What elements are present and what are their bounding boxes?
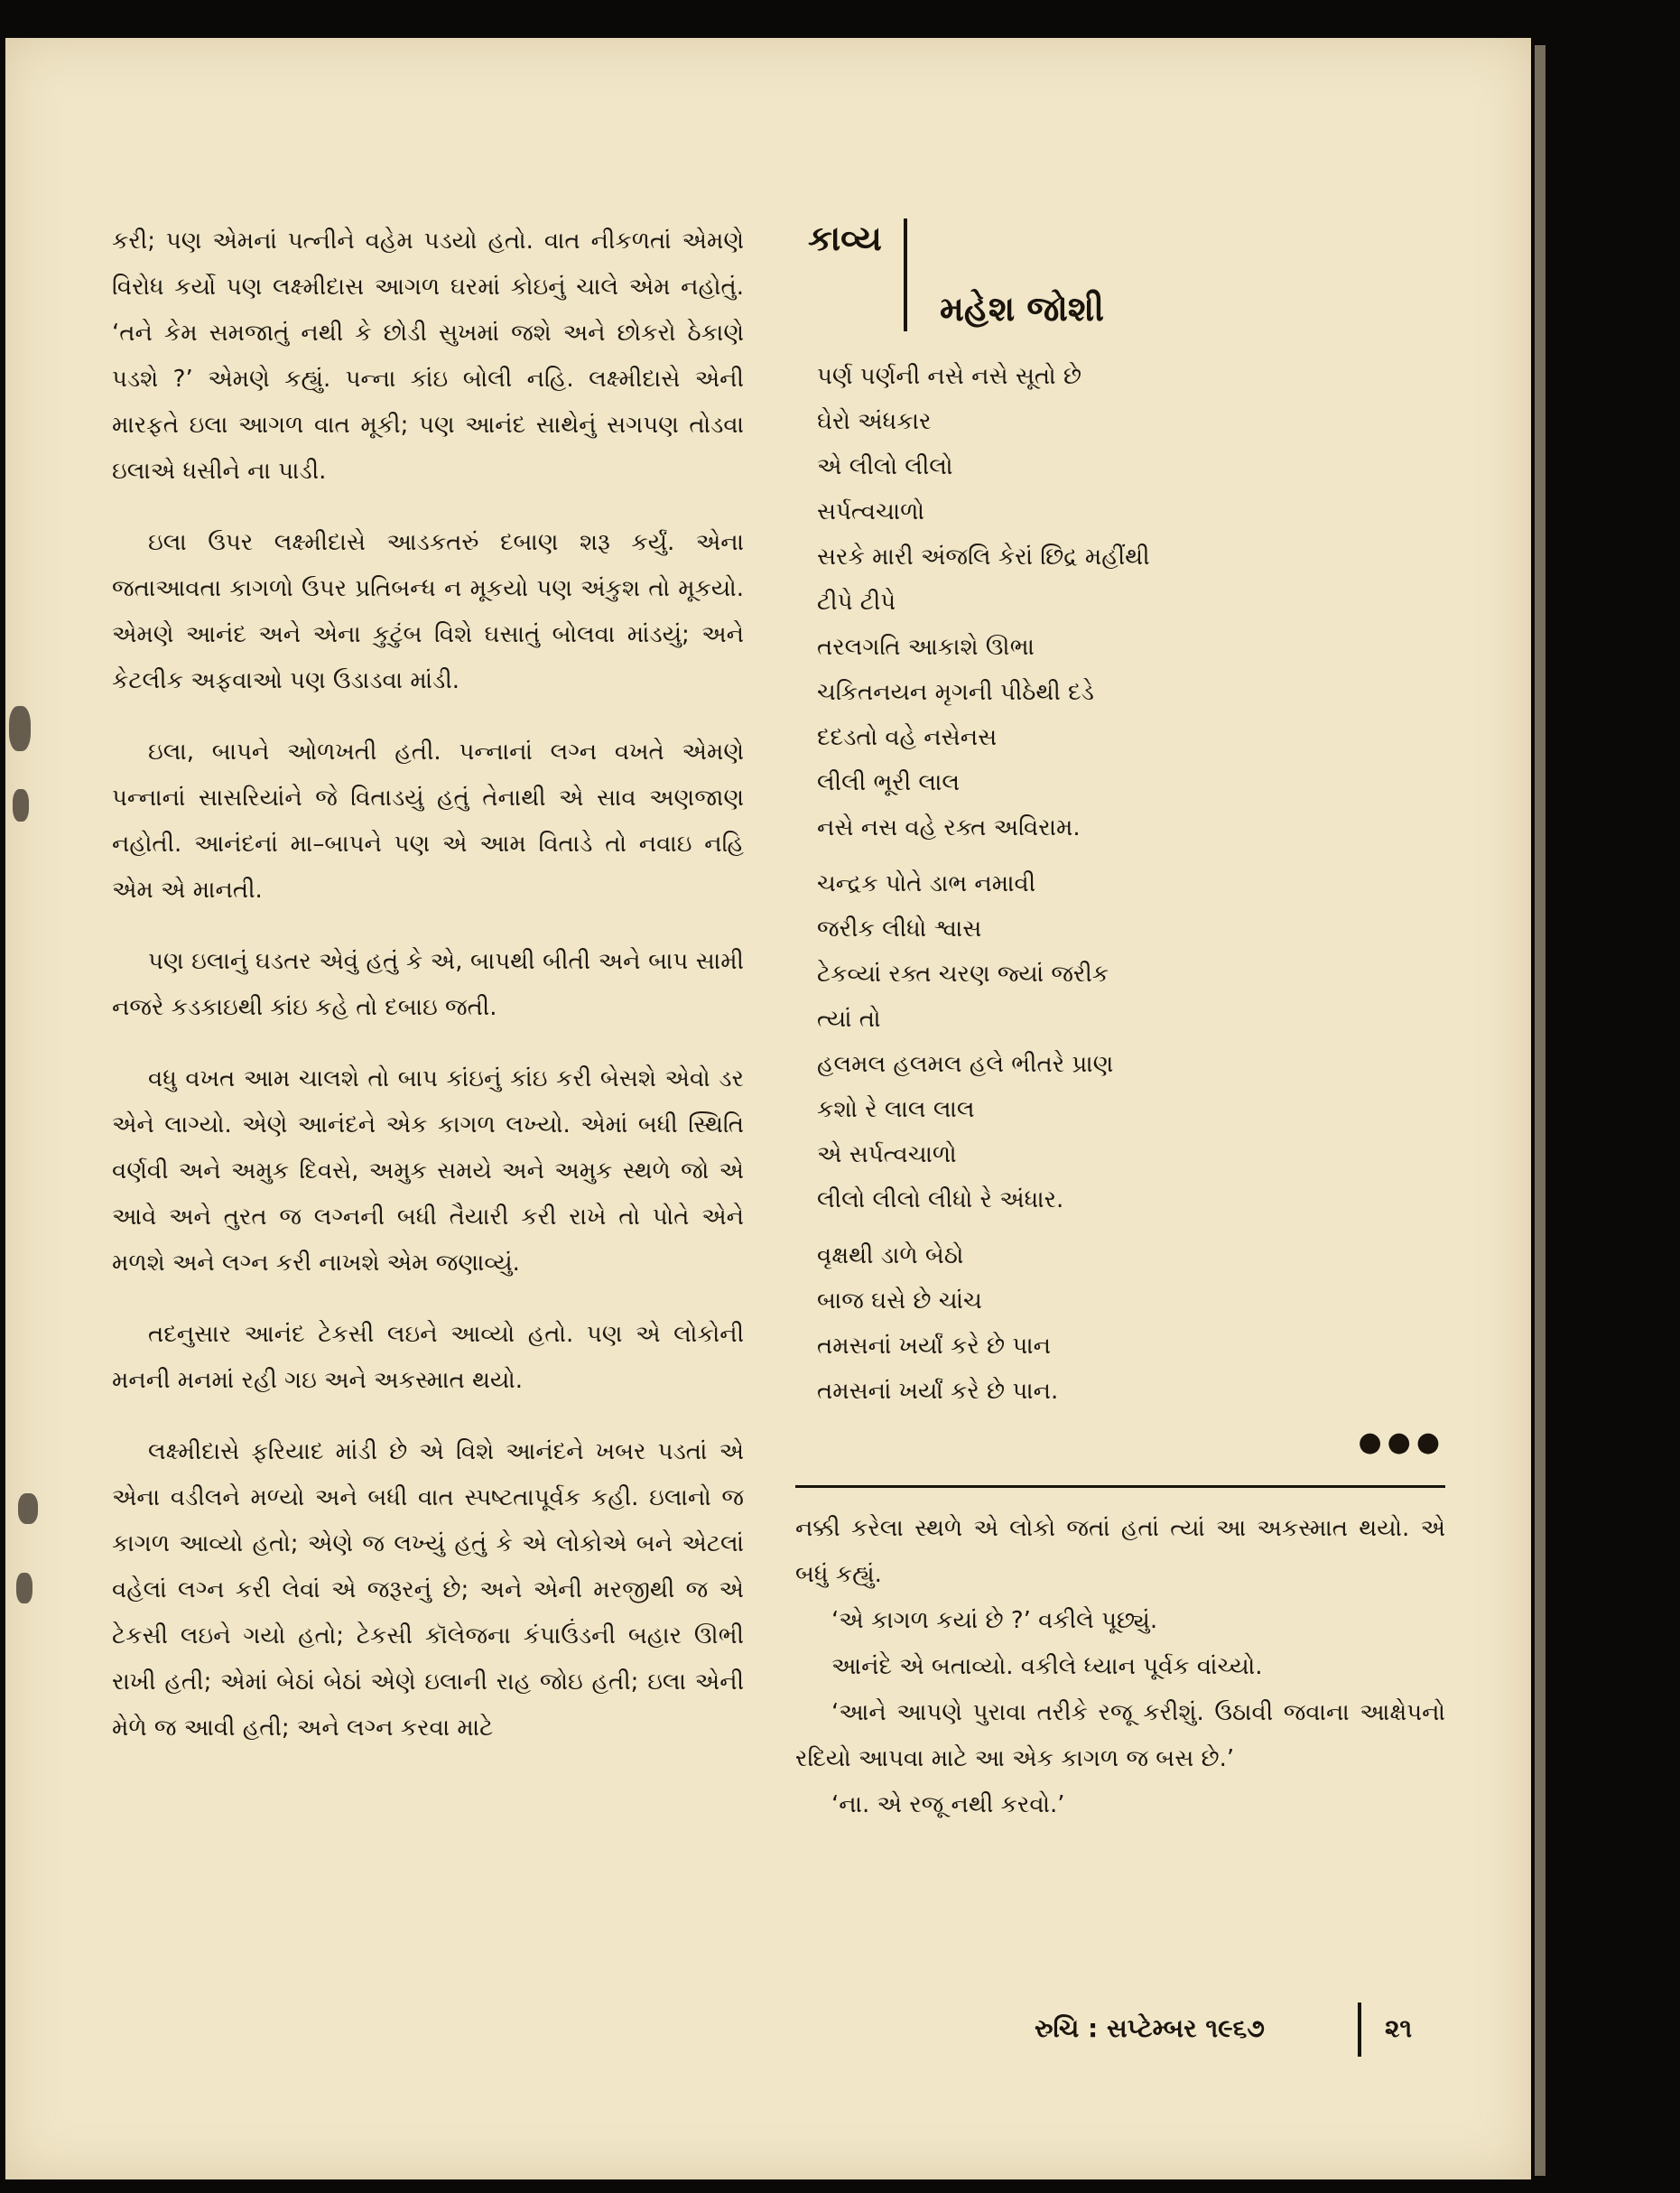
poem-line: પર્ણ પર્ણની નસે નસે સૂતો છે [817, 363, 1081, 390]
poem-stanza [817, 861, 1445, 1222]
magazine-page [5, 38, 1531, 2179]
poem-line: બાજ ઘસે છે ચાંચ [817, 1287, 982, 1315]
page-number: ૨૧ [1385, 2013, 1413, 2043]
footer-divider [1358, 2003, 1361, 2057]
paragraph: કરી; પણ એમનાં પત્નીને વહેમ પડયો હતો. વાત નીકળતાં એમણે વિરોધ કર્યો પણ લક્ષ્મીદાસ આગળ ઘરમાં કોઇનું ચાલે એમ નહોતું. ‘તને કેમ સમજાતું નથી કે છોડી સુખમાં જશે અને છોકરો ઠેકાણે પડશે ?’ એમણે કહ્યું. પન્ના કાંઇ બોલી નહિ. લક્ષ્મીદાસે એની મારફતે ઇલા આગળ વાત મૂકી; પણ આનંદ સાથેનું સગપણ તોડવા ઇલાએ ધસીને ના પાડી. [112, 228, 744, 485]
poem-line: નસે નસ વહે રક્ત અવિરામ. [817, 814, 1081, 841]
paragraph: નક્કી કરેલા સ્થળે એ લોકો જતાં હતાં ત્યાં આ અકસ્માત થયો. એ બધું કહ્યું. [795, 1515, 1445, 1588]
magazine-issue: રુચિ : સપ્ટેમ્બર ૧૯૬૭ [1035, 2013, 1265, 2043]
poem-line: સરકે મારી અંજલિ કેરાં છિદ્ર મહીંથી [817, 544, 1150, 571]
margin-mark [16, 1573, 32, 1603]
right-column [795, 218, 1445, 1828]
poem-line: તમસનાં ખર્યાં કરે છે પાન [817, 1333, 1051, 1360]
poem-line: હલમલ હલમલ હલે ભીતરે પ્રાણ [817, 1051, 1114, 1078]
poem-body [817, 354, 1445, 1414]
margin-mark [18, 1493, 38, 1524]
left-column [112, 218, 744, 1777]
poem-line: એ લીલો લીલો [817, 453, 953, 480]
poem-line: તરલગતિ આકાશે ઊભા [817, 634, 1035, 661]
paragraph: તદનુસાર આનંદ ટેકસી લઇને આવ્યો હતો. પણ એ લોકોની મનની મનમાં રહી ગઇ અને અકસ્માત થયો. [112, 1321, 744, 1394]
poem-line: કશો રે લાલ લાલ [817, 1096, 975, 1123]
paragraph: ‘એ કાગળ કયાં છે ?’ વકીલે પૂછ્યું. [831, 1607, 1158, 1634]
end-marker: ●●● [1358, 1426, 1445, 1458]
poem-line: ટેકવ્યાં રક્ત ચરણ જ્યાં જરીક [817, 961, 1109, 988]
paragraph: ‘ના. એ રજૂ નથી કરવો.’ [831, 1791, 1065, 1818]
section-separator [795, 1485, 1445, 1488]
poem-line: લીલો લીલો લીધો રે અંધાર. [817, 1186, 1064, 1213]
poem-line: વૃક્ષથી ડાળે બેઠો [817, 1242, 964, 1269]
poem-line: એ સર્પત્વચાળો [817, 1141, 957, 1168]
margin-mark [9, 706, 31, 751]
paragraph: આનંદે એ બતાવ્યો. વકીલે ધ્યાન પૂર્વક વાંચ્યો. [831, 1653, 1263, 1680]
poem-line: દદડતો વહે નસેનસ [817, 724, 998, 751]
paragraph: ઇલા ઉપર લક્ષ્મીદાસે આડકતરું દબાણ શરૂ કર્યું. એના જતાઆવતા કાગળો ઉપર પ્રતિબન્ધ ન મૂકયો પણ અંકુશ તો મૂકયો. એમણે આનંદ અને એના કુટુંબ વિશે ઘસાતું બોલવા માંડયું; અને કેટલીક અફવાઓ પણ ઉડાડવા માંડી. [112, 529, 744, 694]
margin-mark [13, 789, 29, 822]
header-divider [904, 218, 907, 331]
poem-line: ટીપે ટીપે [817, 589, 896, 616]
section-label: કાવ્ય [808, 218, 882, 258]
paragraph: ‘આને આપણે પુરાવા તરીકે રજૂ કરીશું. ઉઠાવી જવાના આક્ષેપનો રદિયો આપવા માટે આ એક કાગળ જ બસ છે.’ [795, 1699, 1445, 1772]
poem-author: મહેશ જોશી [940, 289, 1104, 329]
poem-line: લીલી ભૂરી લાલ [817, 769, 961, 796]
poem-stanza [817, 1233, 1445, 1414]
page-footer [1035, 2003, 1450, 2057]
poem-header [795, 218, 1445, 354]
poem-line: જરીક લીધો શ્વાસ [817, 915, 982, 943]
poem-line: ચન્દ્રક પોતે ડાભ નમાવી [817, 870, 1036, 897]
poem-line: ચકિતનયન મૃગની પીઠેથી દડે [817, 679, 1094, 706]
paragraph: ઇલા, બાપને ઓળખતી હતી. પન્નાનાં લગ્ન વખતે એમણે પન્નાનાં સાસરિયાંને જે વિતાડયું હતું તેનાથી એ સાવ અણજાણ નહોતી. આનંદનાં મા–બાપને પણ એ આમ વિતાડે તો નવાઇ નહિ એમ એ માનતી. [112, 739, 744, 904]
paragraph: વધુ વખત આમ ચાલશે તો બાપ કાંઇનું કાંઇ કરી બેસશે એવો ડર એને લાગ્યો. એણે આનંદને એક કાગળ લખ્યો. એમાં બધી સ્થિતિ વર્ણવી અને અમુક દિવસે, અમુક સમયે અને અમુક સ્થળે જો એ આવે અને તુરત જ લગ્નની બધી તૈયારી કરી રાખે તો પોતે એને મળશે અને લગ્ન કરી નાખશે એમ જણાવ્યું. [112, 1065, 744, 1277]
poem-line: ઘેરો અંધકાર [817, 408, 932, 435]
poem-line: તમસનાં ખર્યાં કરે છે પાન. [817, 1378, 1059, 1405]
paragraph: પણ ઇલાનું ઘડતર એવું હતું કે એ, બાપથી બીતી અને બાપ સામી નજરે કડકાઇથી કાંઇ કહે તો દબાઇ જતી. [112, 948, 744, 1021]
story-continuation [795, 1506, 1445, 1828]
poem-line: સર્પત્વચાળો [817, 498, 924, 525]
paragraph: લક્ષ્મીદાસે ફરિયાદ માંડી છે એ વિશે આનંદને ખબર પડતાં એ એના વડીલને મળ્યો અને બધી વાત સ્પષ્ટતાપૂર્વક કહી. ઇલાનો જ કાગળ આવ્યો હતો; એણે જ લખ્યું હતું કે એ લોકોએ બને એટલાં વહેલાં લગ્ન કરી લેવાં એ જરૂરનું છે; અને એની મરજીથી જ એ ટેકસી લઇને ગયો હતો; ટેકસી કૉલેજના કંપાઉંડની બહાર ઊભી રાખી હતી; એમાં બેઠાં બેઠાં એણે ઇલાની રાહ જોઇ હતી; ઇલા એની મેળે જ આવી હતી; અને લગ્ન કરવા માટે [112, 1438, 744, 1742]
poem-stanza [817, 354, 1445, 850]
page-edge [1535, 45, 1545, 2176]
poem-line: ત્યાં તો [817, 1006, 881, 1033]
